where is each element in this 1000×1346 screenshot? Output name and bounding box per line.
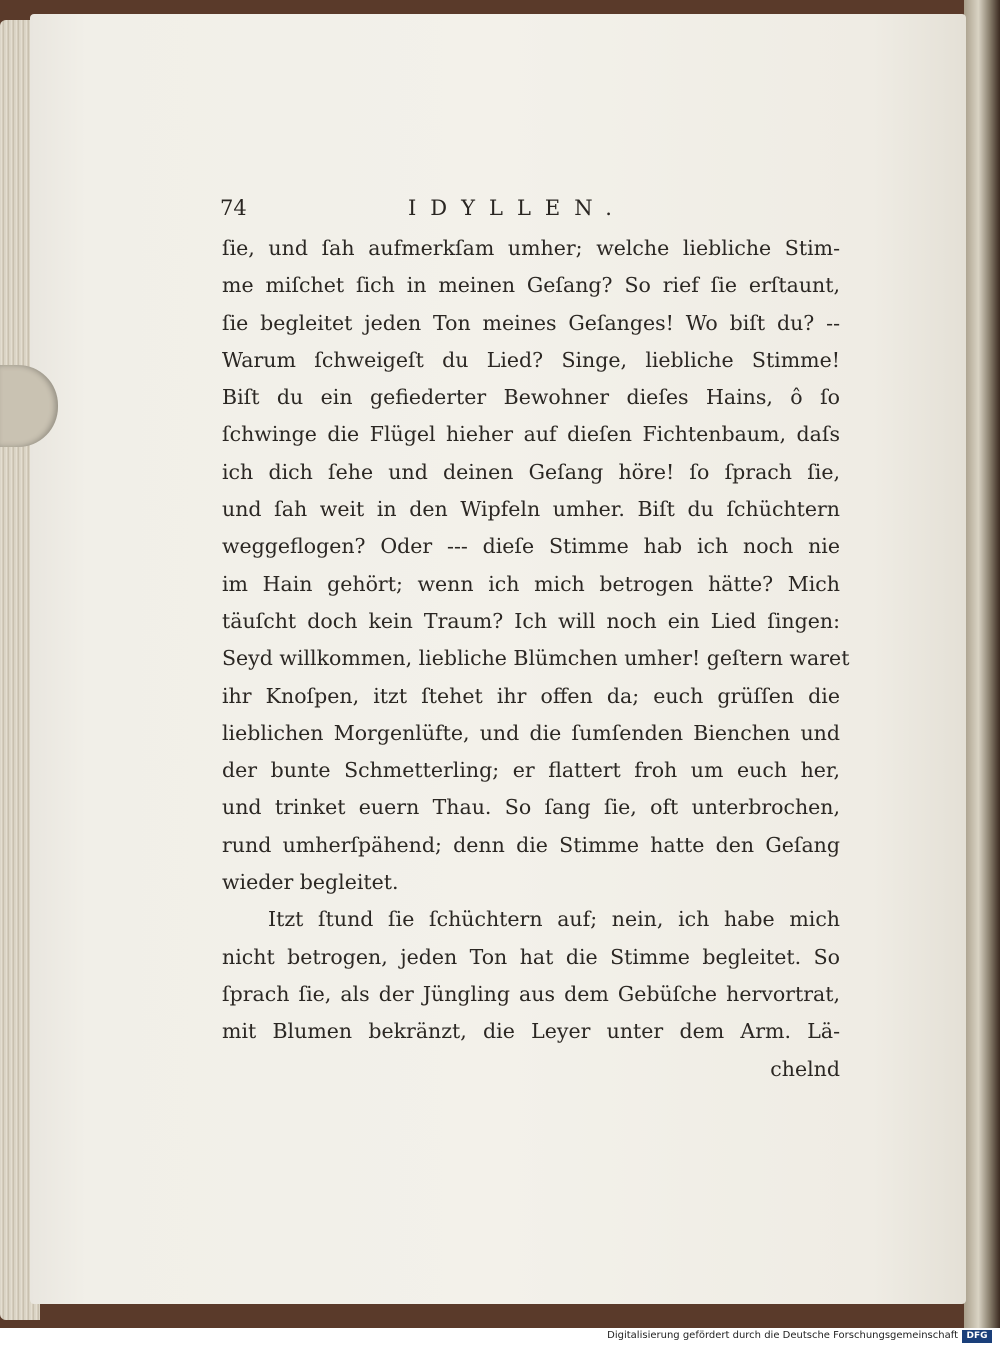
text-line: ich dich ſehe und deinen Geſang höre! ſo ſprach ſie, [222,459,840,484]
text-line: rund umherſpähend; denn die Stimme hatte den Geſang [222,832,840,857]
text-line: me miſchet ſich in meinen Geſang? So rief ſie erſtaunt, [222,273,840,298]
text-line: und ſah weit in den Wipfeln umher. Biſt du ſchüchtern [222,497,840,522]
catchword: chelnd [770,1056,840,1081]
text-line: Warum ſchweigeſt du Lied? Singe, liebliche Stimme! [222,347,840,372]
text-line: wieder begleitet. [222,870,399,895]
funding-credit: Digitalisierung gefördert durch die Deutsche Forschungsgemeinschaft [607,1330,958,1341]
text-line: Itzt ſtund ſie ſchüchtern auf; nein, ich habe mich [268,907,840,932]
running-title: IDYLLEN. [408,196,626,220]
page-header [220,196,840,228]
book-spine-edge [964,0,1000,1328]
text-line: ihr Knoſpen, itzt ſtehet ihr offen da; euch grüſſen die [222,683,840,708]
text-line: und trinket euern Thau. So ſang ſie, oft unterbrochen, [222,795,840,820]
text-line: nicht betrogen, jeden Ton hat die Stimme begleitet. So [222,944,840,969]
dfg-logo: DFG [962,1330,992,1343]
text-line: der bunte Schmetterling; er flattert froh um euch her, [222,758,840,783]
text-line: Biſt du ein gefiederter Bewohner dieſes Hains, ô ſo [222,385,840,410]
text-line: ſie, und ſah aufmerkſam umher; welche liebliche Stim- [222,236,840,260]
text-line: weggeflogen? Oder --- dieſe Stimme hab ich noch nie [222,534,840,559]
text-line: täuſcht doch kein Traum? Ich will noch ein Lied ſingen: [222,608,840,633]
text-line: lieblichen Morgenlüfte, und die ſumſenden Bienchen und [222,720,840,745]
body-text [222,230,850,1088]
text-line: ſprach ſie, als der Jüngling aus dem Gebüſche hervortrat, [222,981,840,1006]
page-number: 74 [220,196,247,220]
text-line: ſchwinge die Flügel hieher auf dieſen Fichtenbaum, daſs [222,422,840,447]
text-line: im Hain gehört; wenn ich mich betrogen hätte? Mich [222,571,840,596]
text-line: ſie begleitet jeden Ton meines Geſanges! Wo biſt du? -- [222,310,840,335]
text-line: mit Blumen bekränzt, die Leyer unter dem Arm. Lä- [222,1019,840,1044]
text-line: Seyd willkommen, liebliche Blümchen umher! geſtern waret [222,646,850,671]
